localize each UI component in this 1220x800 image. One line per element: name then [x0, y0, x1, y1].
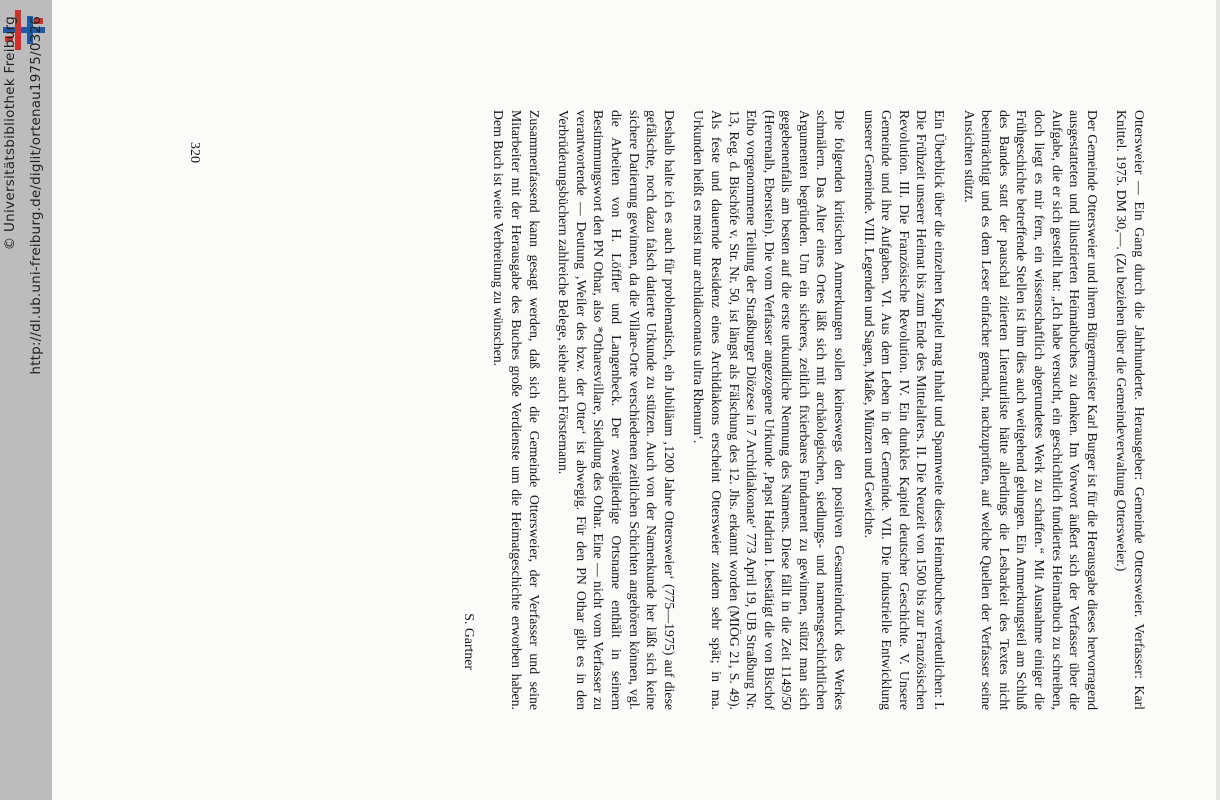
- reviewer-signature: S. Gartner: [461, 613, 477, 670]
- review-paragraph-2: Ein Überblick über die einzelnen Kapitel mag Inhalt und Spannweite dieses Heimatbuches verdeutlichen: I. Die Frühzeit unserer Heimat bis zum Ende des Mittelalters. II. Die Neuzeit von 1500 bis zur Französischen Revolution. III. Die Französische Revolution. IV. Ein dunkles Kapitel deutscher Geschichte. V. Unsere Gemeinde und ihre Aufgaben. VI. Aus dem Leben in der Gemeinde. VII. Die industrielle Entwicklung unserer Gemeinde. VIII. Legenden und Sagen, Maße, Münzen und Gewichte.: [861, 110, 948, 710]
- scanned-page: [52, 0, 1220, 800]
- rotated-page-content: [52, 0, 1220, 800]
- review-heading: Ottersweier — Ein Gang durch die Jahrhunderte. Herausgeber: Gemeinde Ottersweier. Verfasser: Karl Knittel. 1975. DM 30,—. (Zu beziehen über die Gemeindeverwaltung Ottersweier.): [1114, 110, 1147, 710]
- page-number: 320: [187, 142, 202, 163]
- review-paragraph-5: Zusammenfassend kann gesagt werden, daß sich die Gemeinde Ottersweier, der Verfasser und seine Mitarbeiter mit der Herausgabe des Buches große Verdienste um die Heimatgeschichte erworben haben. Dem Buch ist weite Verbreitung zu wünschen.: [491, 110, 542, 710]
- review-text-column: [460, 110, 1148, 710]
- page-edge: [1216, 0, 1220, 800]
- source-url-link[interactable]: http://dl.ub.uni-freiburg.de/diglit/ortenau1975/0326: [28, 16, 44, 375]
- viewer-sidebar: [0, 0, 52, 800]
- review-paragraph-3: Die folgenden kritischen Anmerkungen sollen keineswegs den positiven Gesamteindruck des Werkes schmälern. Das Alter eines Ortes läßt sich mit archäologischen, siedlungs- und namensgeschichtlichen Argumenten begründen. Um ein sicheres, zeitlich fixierbares Fundament zu gewinnen, stützt man sich gegebenenfalls am besten auf die erste urkundliche Nennung des Namens. Diese fällt in die Zeit 1149/50 (Herrenalb, Eberstein). Die vom Verfasser angezogene Urkunde ‚Papst Hadrian I. bestätigt die von Bischof Etho vorgenommene Teilung der Straßburger Diözese in 7 Archidiakonate‘ 773 April 19, UB Straßburg Nr. 13, Reg. d. Bischöfe v. Str. Nr. 50, ist längst als Fälschung des 12. Jhs. erkannt worden (MIÖG 21, S. 49). Als feste und dauernde Residenz eines Archidiakons erscheint Ottersweier zudem sehr spät; in ma. Urkunden heißt es meist nur archidiaconatus ultra Rhenum‘.: [691, 110, 848, 710]
- review-paragraph-1: Der Gemeinde Ottersweier und ihrem Bürgermeister Karl Burger ist für die Herausgabe dieses hervorragend ausgestatteten und illustrierten Heimatbuches zu danken. Im Vorwort äußert sich der Verfasser über die Aufgabe, die er sich gestellt hat: „Ich habe versucht, ein geschichtlich fundiertes Heimatbuch zu schreiben, doch liegt es mir fern, ein wissenschaftlich abgerundetes Werk zu schaffen.“ Mit Ausnahme einiger die Frühgeschichte betreffende Stellen ist ihm dies auch weitgehend gelungen. Ein Anmerkungsteil am Schluß des Bandes statt der pauschal zitierten Literaturliste hätte allerdings die Lesbarkeit des Textes nicht beeinträchtigt und es dem Leser einfacher gemacht, nachzuprüfen, auf welche Quellen der Verfasser seine Ansichten stützt.: [961, 110, 1100, 710]
- copyright-notice: © Universitätsbibliothek Freiburg: [2, 16, 18, 251]
- review-paragraph-4: Deshalb halte ich es auch für problematisch, ein Jubiläum ‚1200 Jahre Ottersweier‘ (775—1975) auf diese gefälschte, noch dazu falsch datierte Urkunde zu stützen. Auch von der Namenkunde her läßt sich keine sichere Datierung gewinnen, da die Villare-Orte verschiedenen zeitlichen Schichten angehören können, vgl. die Arbeiten von H. Löffler und Langenbeck. Der zweigliedrige Ortsname enthält in seinem Bestimmungswort den PN Othar, also *Otharesvillare, Siedlung des Othar. Eine — nicht vom Verfasser zu verantwortende — Deutung ‚Weiler des bzw. der Otter‘ ist abwegig. Für den PN Othar gibt es in den Verbrüderungsbüchern zahlreiche Belege, siehe auch Förstemann.: [556, 110, 677, 710]
